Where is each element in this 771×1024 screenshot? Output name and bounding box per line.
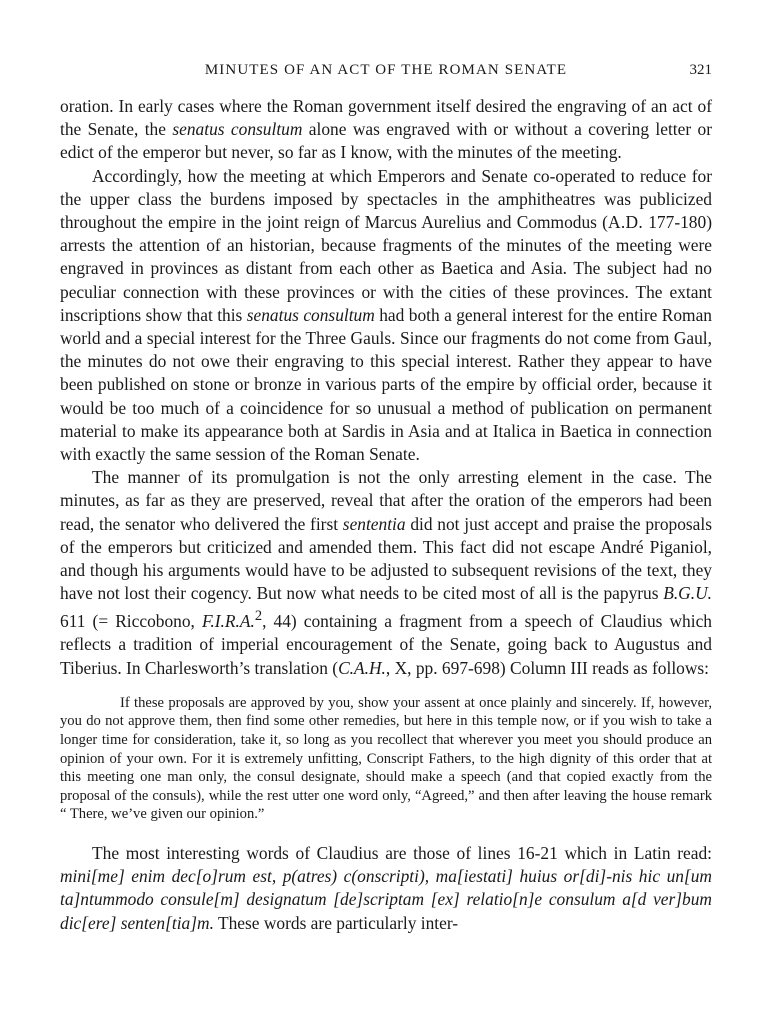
latin-quotation: mini[me] enim dec[o]rum est, p(atres) c(onscripti), ma[iestati] huius or[di]-nis hic un[um ta]ntummodo consule[m] designatum [de]scriptam [ex] relatio[n]e consulum a[d ver]bum dic[ere] senten[tia]m.: [60, 866, 712, 933]
paragraph-4: [60, 842, 712, 935]
superscript: 2: [254, 608, 263, 625]
body-text: [60, 95, 712, 935]
citation-italic: F.I.R.A.: [202, 611, 255, 632]
text-run: 611 (= Riccobono,: [60, 611, 202, 632]
paragraph-1: [60, 95, 712, 165]
citation-italic: C.A.H.: [338, 657, 386, 678]
text-run: , X, pp. 697-698) Column III reads as follows:: [385, 657, 710, 678]
block-quote: [60, 694, 712, 824]
running-title: MINUTES OF AN ACT OF THE ROMAN SENATE: [204, 62, 568, 78]
text-run: alone was engraved with or without a covering letter or edict of the emperor but never, so far as I know, with the minutes of the meeting.: [60, 119, 712, 163]
text-run: The most interesting words of Claudius are those of lines 16-21 which in Latin read:: [92, 843, 712, 864]
paragraph-3: [60, 466, 712, 680]
text-run: did not just accept and praise the proposals of the emperors but criticized and amended them. This fact did not escape André Piganiol, and though his arguments would have to be adjusted to subsequent revisions of the text, they have not lost their cogency. But now what needs to be cited most of all is the papyrus: [60, 513, 712, 604]
text-run: had both a general interest for the entire Roman world and a special interest for the Three Gauls. Since our fragments do not come from Gaul, the minutes do not owe their engraving to this special interest. Rather they appear to have been published on stone or bronze in various parts of the empire by official order, because it would be too much of a coincidence for so unusual a method of publication on permanent material to make its appearance both at Sardis in Asia and at Italica in Baetica in connection with exactly the same session of the Roman Senate.: [60, 304, 712, 465]
text-run: , 44) containing a fragment from a speech of Claudius which reflects a tradition of imperial encouragement of the Senate, going back to Augustus and Tiberius. In Charlesworth’s translation (: [60, 611, 712, 678]
text-run: The manner of its promulgation is not the only arresting element in the case. The minutes, as far as they are preserved, reveal that after the oration of the emperors had been read, the senator who delivered the first: [60, 467, 712, 534]
era-abbreviation: A.D.: [607, 212, 643, 233]
citation-italic: B.G.U.: [663, 583, 712, 604]
running-header: [60, 58, 712, 82]
italic-term: sententia: [342, 513, 406, 534]
page-number: 321: [689, 62, 712, 78]
text-run: 177-180) arrests the attention of an historian, because fragments of the minutes of the meeting were engraved in provinces as distant from each other as Baetica and Asia. The subject had no peculiar connection with these provinces or with the cities of these provinces. The extant inscriptions show that this: [60, 212, 712, 325]
italic-term: senatus consultum: [246, 304, 375, 325]
italic-term: senatus consultum: [172, 119, 303, 140]
paragraph-2: [60, 165, 712, 467]
text-run: oration. In early cases where the Roman government itself desired the engraving of an act of the Senate, the: [60, 96, 712, 140]
text-run: These words are particularly inter-: [213, 912, 459, 933]
text-run: Accordingly, how the meeting at which Emperors and Senate co-operated to reduce for the upper class the burdens imposed by spectacles in the amphitheatres was publicized throughout the empire in the joint reign of Marcus Aurelius and Commodus (: [60, 165, 712, 233]
quote-text: If these proposals are approved by you, show your assent at once plainly and sincerely. If, however, you do not approve them, then find some other remedies, but here in this temple now, or if you wish to take a longer time for consideration, take it, so long as you recollect that wherever you meet you should produce an opinion of your own. For it is extremely unfitting, Conscript Fathers, to the high dignity of this order that at this meeting one man only, the consul designate, should make a speech (and that copied exactly from the proposal of the consuls), while the rest utter one word only, “Agreed,” and then after leaving the house remark “ There, we’ve given our opinion.”: [60, 694, 712, 823]
